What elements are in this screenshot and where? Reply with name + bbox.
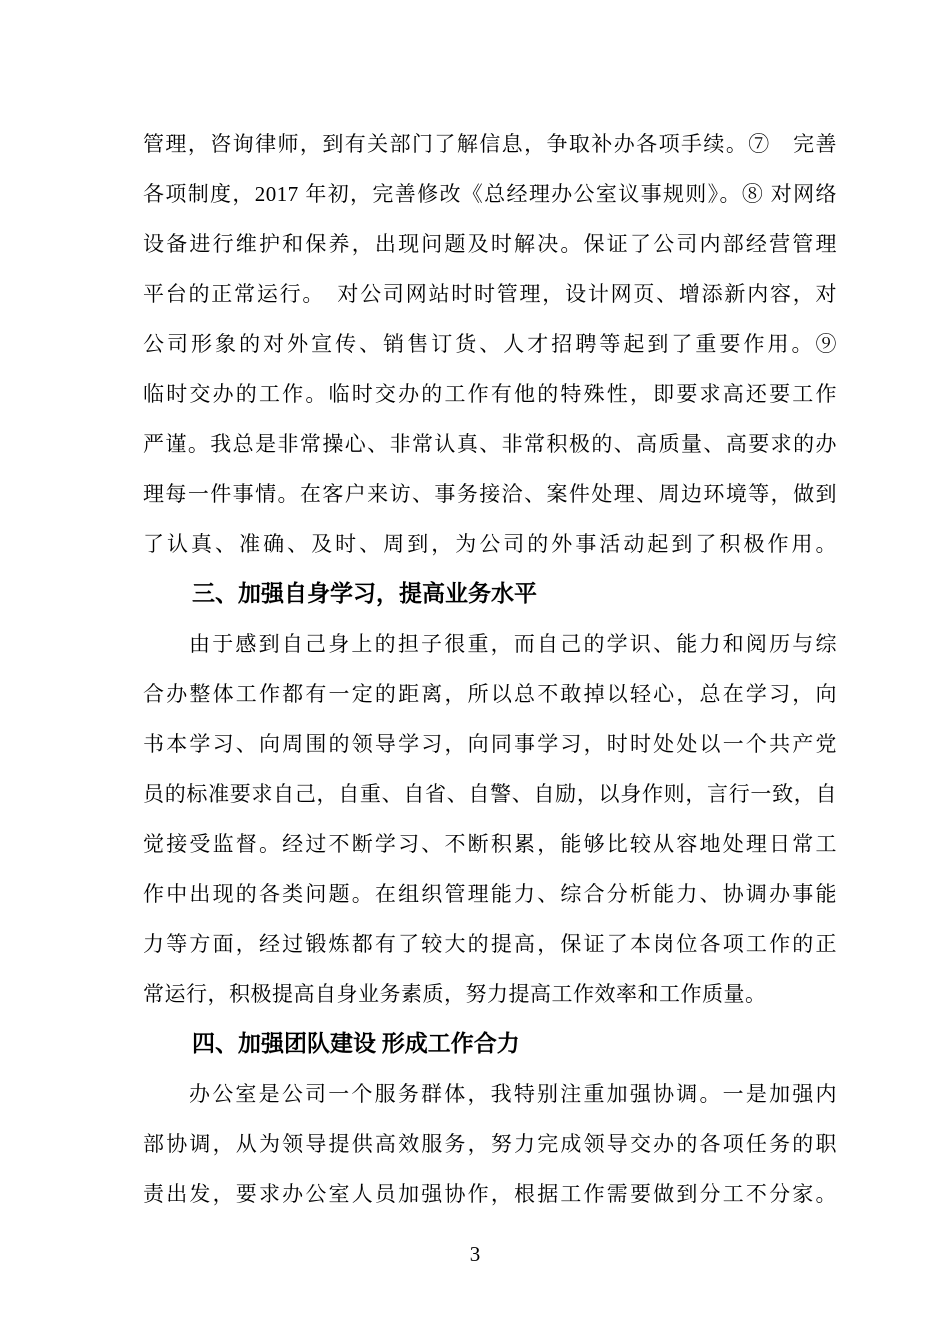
page-number: 3 (469, 1242, 481, 1266)
document-content (143, 119, 837, 1219)
paragraph-line: 责出发，要求办公室人员加强协作，根据工作需要做到分工不分家。 (143, 1182, 837, 1206)
paragraph-line: 严谨。我总是非常操心、非常认真、非常积极的、高质量、高要求的办 (143, 432, 837, 456)
paragraph-line: 公司形象的对外宣传、销售订货、人才招聘等起到了重要作用。⑨ (143, 332, 837, 356)
paragraph-line: 常运行，积极提高自身业务素质，努力提高工作效率和工作质量。 (143, 982, 767, 1006)
section-heading-team-building: 四、加强团队建设 形成工作合力 (192, 1031, 520, 1056)
paragraph-line: 合办整体工作都有一定的距离，所以总不敢掉以轻心，总在学习，向 (143, 682, 837, 706)
paragraph-line: 平台的正常运行。 对公司网站时时管理，设计网页、增添新内容，对 (143, 282, 837, 306)
paragraph-line: 员的标准要求自己，自重、自省、自警、自励，以身作则，言行一致，自 (143, 782, 837, 806)
paragraph-line: 管理，咨询律师，到有关部门了解信息，争取补办各项手续。⑦ 完善 (143, 132, 837, 156)
paragraph-line: 由于感到自己身上的担子很重，而自己的学识、能力和阅历与综 (189, 632, 837, 656)
paragraph-line: 了认真、准确、及时、周到，为公司的外事活动起到了积极作用。 (143, 532, 837, 556)
paragraph-line: 觉接受监督。经过不断学习、不断积累，能够比较从容地处理日常工 (143, 832, 837, 856)
section-heading-self-study: 三、加强自身学习，提高业务水平 (192, 581, 537, 606)
paragraph-line: 力等方面，经过锻炼都有了较大的提高，保证了本岗位各项工作的正 (143, 932, 837, 956)
paragraph-line: 临时交办的工作。临时交办的工作有他的特殊性，即要求高还要工作 (143, 382, 837, 406)
paragraph-line: 办公室是公司一个服务群体，我特别注重加强协调。一是加强内 (189, 1082, 837, 1106)
paragraph-line: 书本学习、向周围的领导学习，向同事学习，时时处处以一个共产党 (143, 732, 837, 756)
paragraph-line: 部协调，从为领导提供高效服务，努力完成领导交办的各项任务的职 (143, 1132, 837, 1156)
paragraph-line: 理每一件事情。在客户来访、事务接洽、案件处理、周边环境等，做到 (143, 482, 837, 506)
paragraph-line: 设备进行维护和保养，出现问题及时解决。保证了公司内部经营管理 (143, 232, 837, 256)
paragraph-line: 各项制度，2017 年初，完善修改《总经理办公室议事规则》。⑧ 对网络 (143, 182, 837, 206)
paragraph-line: 作中出现的各类问题。在组织管理能力、综合分析能力、协调办事能 (143, 882, 837, 906)
